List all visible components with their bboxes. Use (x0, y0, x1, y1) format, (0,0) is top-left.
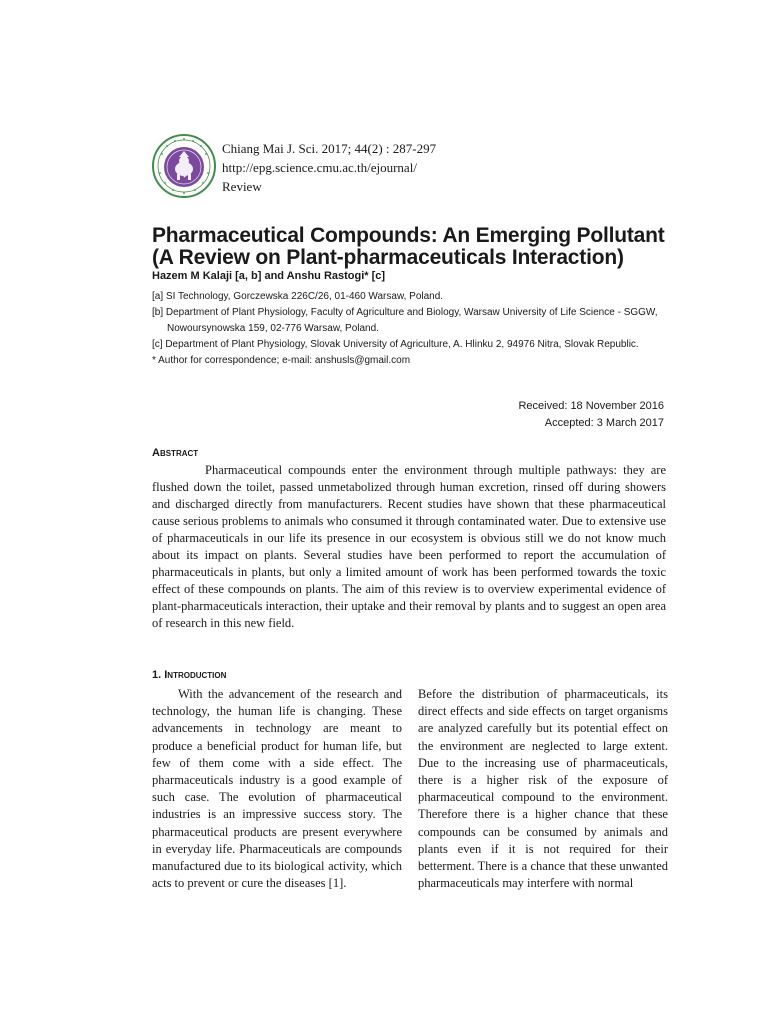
title-line-1: Pharmaceutical Compounds: An Emerging Pollutant (152, 224, 665, 247)
introduction-heading: 1. Introduction (152, 669, 227, 681)
affiliation-a: [a] SI Technology, Gorczewska 226C/26, 01-460 Warsaw, Poland. (152, 291, 444, 302)
article-type: Review (222, 179, 262, 194)
abstract-heading: Abstract (152, 447, 199, 459)
affiliation-c: [c] Department of Plant Physiology, Slovak University of Agriculture, A. Hlinku 2, 94976 Nitra, Slovak Republic. (152, 339, 639, 350)
affiliation-b: [b] Department of Plant Physiology, Faculty of Agriculture and Biology, Warsaw University of Life Science - SGGW, Nowoursynowska 159, 02-776 Warsaw, Poland. (152, 307, 658, 334)
author-list: Hazem M Kalaji [a, b] and Anshu Rastogi* [c] (152, 270, 386, 282)
introduction-right-column: Before the distribution of pharmaceuticals, its direct effects and side effects on target organisms are analyzed carefully but its potential effect on the environment are neglected to large extent. Due to the increasing use of pharmaceuticals, there is a higher risk of the exposure of pharmaceutical compound to the environment. Therefore there is a higher chance that these compounds can be consumed by animals and plants even if it is not required for their betterment. There is a chance that these unwanted pharmaceuticals may interfere with normal (418, 687, 668, 891)
elephant-seal-icon (151, 133, 217, 199)
publication-dates (518, 398, 664, 432)
university-logo (151, 133, 217, 199)
journal-header (222, 139, 436, 196)
title-line-2: (A Review on Plant-pharmaceuticals Interaction) (152, 246, 624, 269)
abstract-body: Pharmaceutical compounds enter the environment through multiple pathways: they are flushed down the toilet, passed unmetabolized through human excretion, rinsed off during showers and discharged directly from manufacturers. Recent studies have shown that these pharmaceutical cause serious problems to animals who consumed it through contaminated water. Due to extensive use of pharmaceuticals in our life its presence in our ecosystem is obvious still we do not know much about its impact on plants. Several studies have been performed to report the accumulation of pharmaceuticals in plants, but only a limited amount of work has been performed towards the toxic effect of these compounds on plants. The aim of this review is to overview experimental evidence of plant-pharmaceuticals interaction, their uptake and their removal by plants and to suggest an open area of research in this new field. (152, 463, 666, 630)
paper-title (152, 225, 672, 269)
received-date: Received: 18 November 2016 (518, 400, 664, 412)
introduction-left-column: With the advancement of the research and technology, the human life is changing. These advancements in technology are meant to produce a beneficial product for human life, but few of them come with a side effect. The pharmaceuticals industry is a good example of such case. The evolution of pharmaceutical industries is an impressive success story. The pharmaceutical products are present everywhere in everyday life. Pharmaceuticals are compounds manufactured due to its biological activity, which acts to prevent or cure the diseases [1]. (152, 687, 402, 891)
journal-url[interactable]: http://epg.science.cmu.ac.th/ejournal/ (222, 160, 417, 175)
correspondence-note: * Author for correspondence; e-mail: anshusls@gmail.com (152, 355, 411, 366)
accepted-date: Accepted: 3 March 2017 (544, 417, 664, 429)
affiliation-list (152, 289, 672, 369)
journal-citation: Chiang Mai J. Sci. 2017; 44(2) : 287-297 (222, 141, 437, 156)
